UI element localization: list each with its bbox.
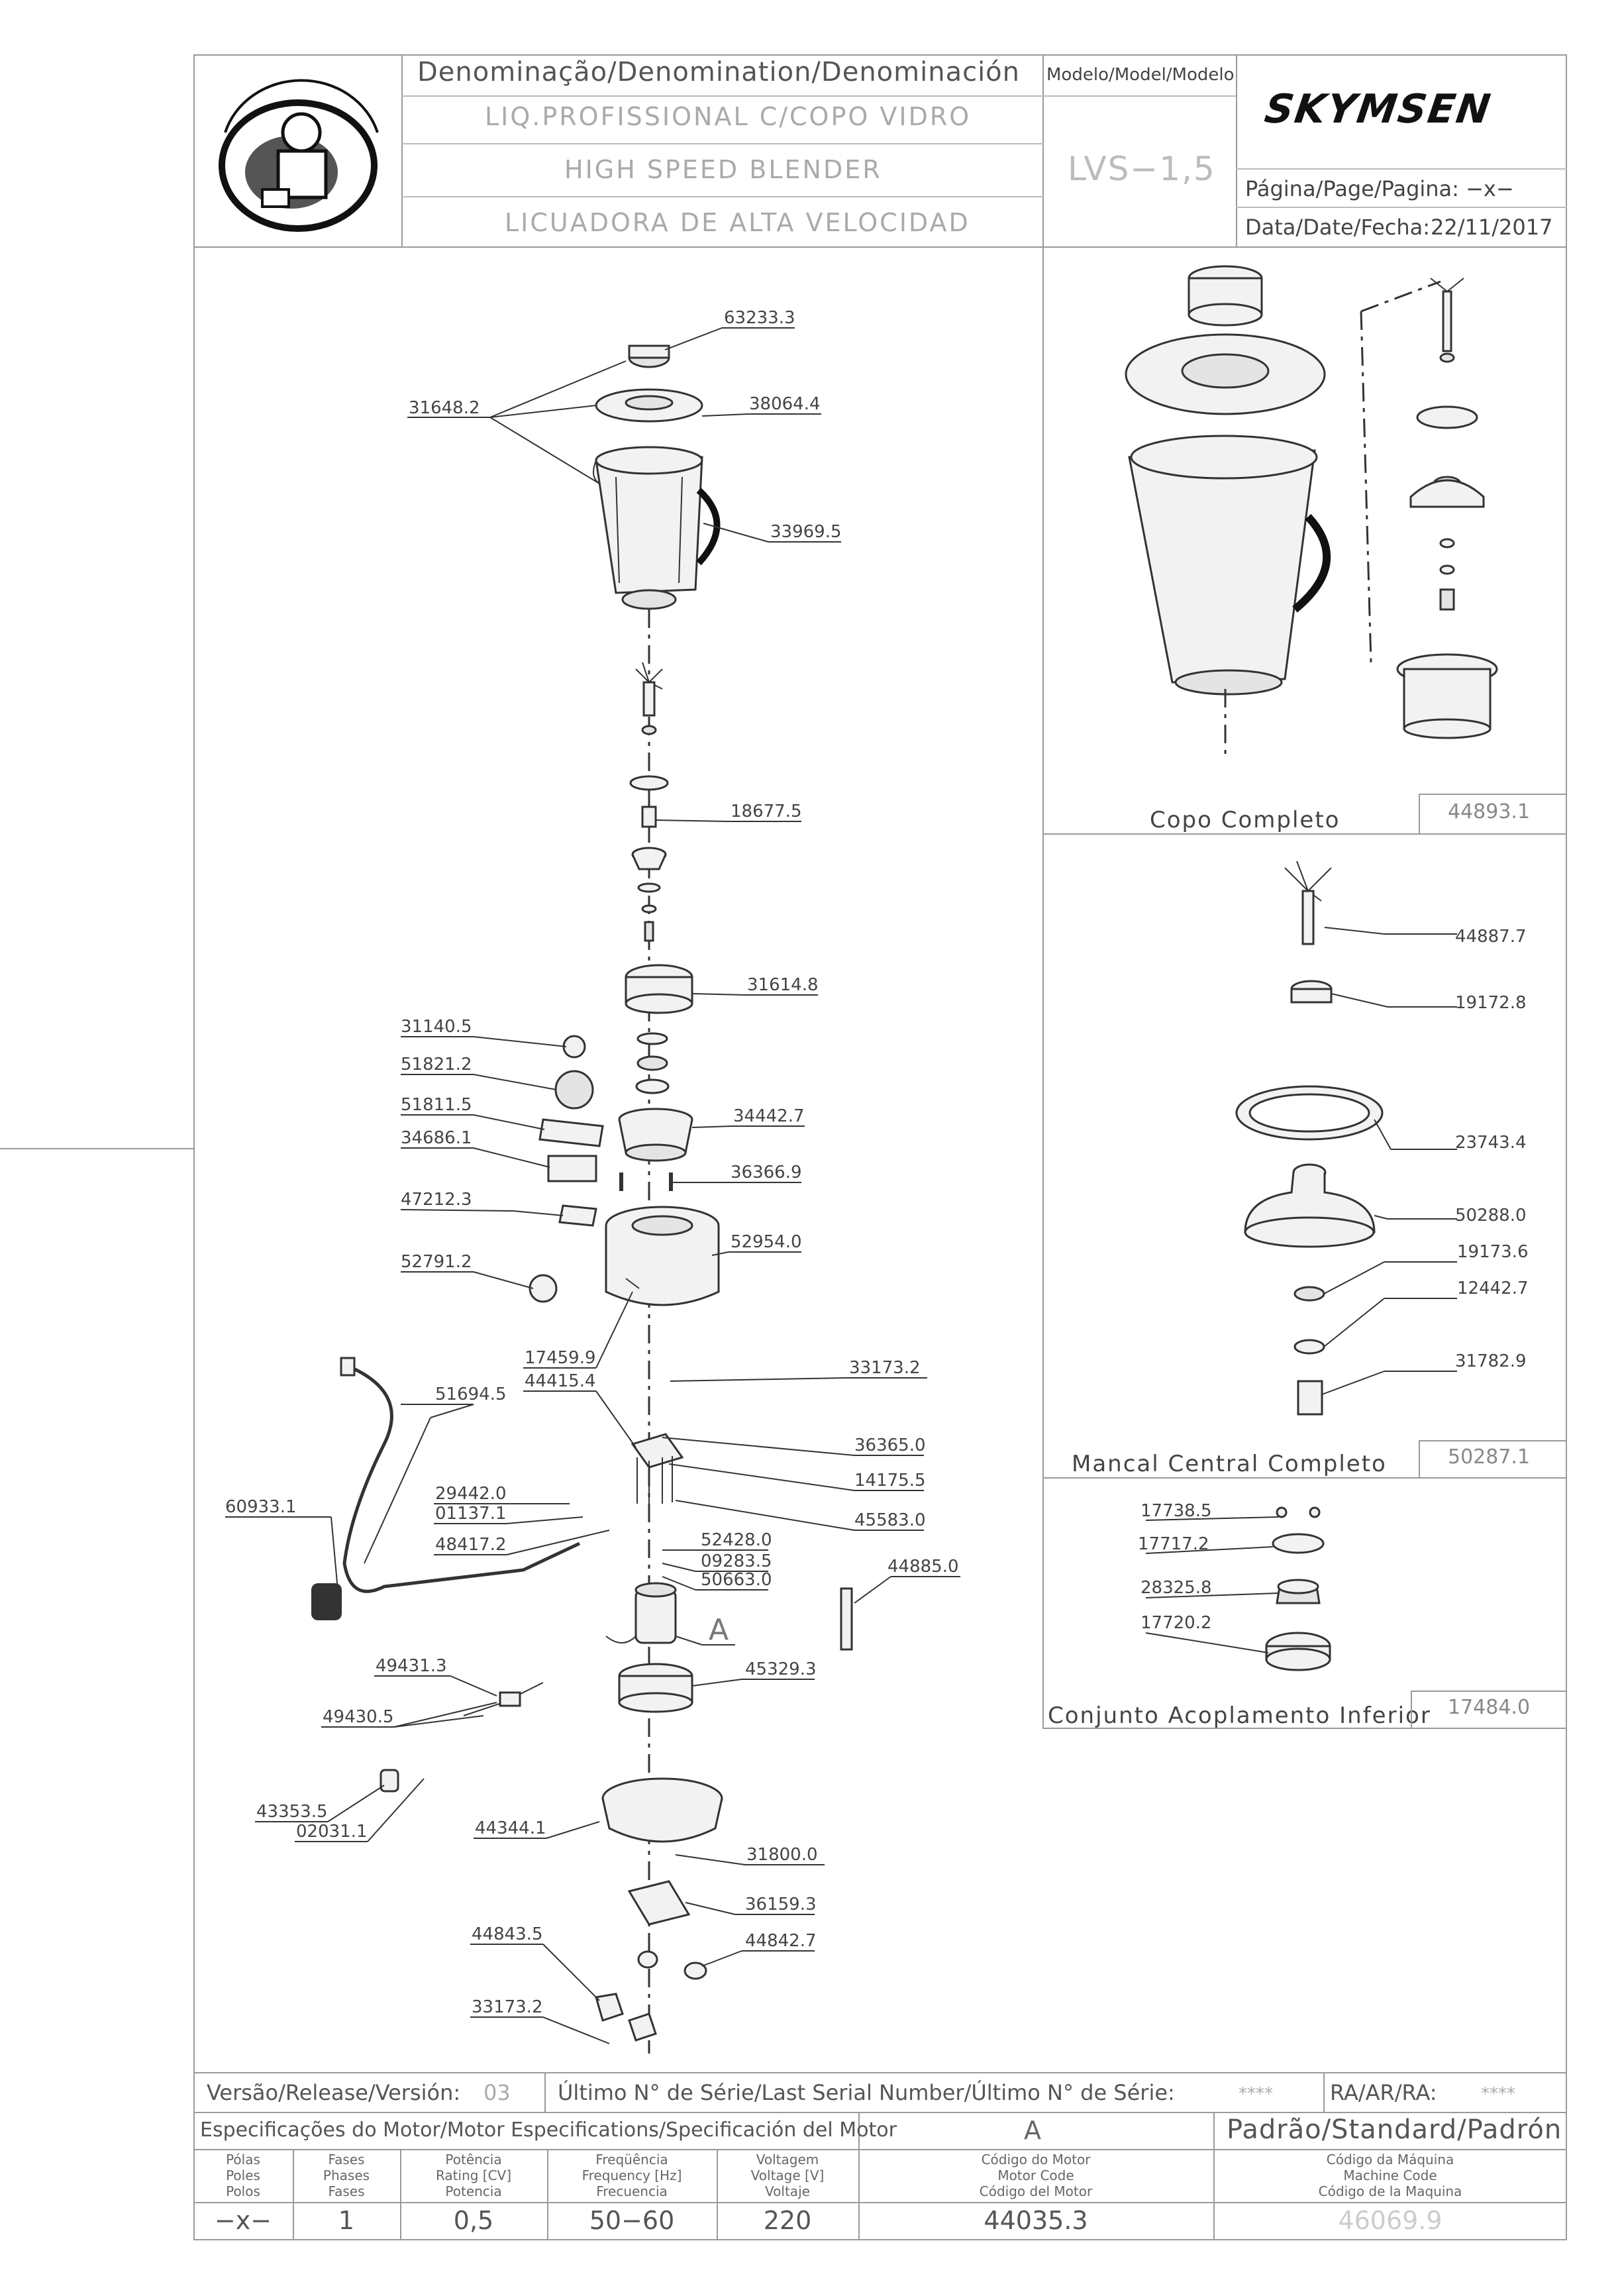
label-31800: 31800.0 xyxy=(746,1845,818,1865)
motor-base-body xyxy=(606,1207,719,1305)
standard-label: Padrão/Standard/Padrón xyxy=(1227,2114,1562,2145)
version-label: Versão/Release/Versión: xyxy=(207,2080,461,2105)
label-36366: 36366.9 xyxy=(731,1163,802,1182)
label-31614: 31614.8 xyxy=(747,975,819,995)
label-44843: 44843.5 xyxy=(472,1924,543,1944)
label-50663: 50663.0 xyxy=(701,1570,772,1590)
main-leader-lines xyxy=(225,328,960,2044)
label-33173-b: 33173.2 xyxy=(472,1997,543,2017)
label-29442: 29442.0 xyxy=(435,1484,507,1504)
motor-coupling-housing xyxy=(619,1109,692,1191)
motor-letter: A xyxy=(1024,2116,1041,2145)
col-motor-code-header: Código do Motor Motor Code Código del Motor xyxy=(979,2152,1093,2199)
model-label: Modelo/Model/Modelo xyxy=(1046,65,1235,85)
serial-value: **** xyxy=(1239,2084,1273,2104)
product-name-pt: LIQ.PROFISSIONAL C/COPO VIDRO xyxy=(485,102,972,131)
label-18677: 18677.5 xyxy=(731,802,802,821)
label-51811: 51811.5 xyxy=(401,1095,472,1115)
label-01137: 01137.1 xyxy=(435,1504,507,1524)
val-motor-code: 44035.3 xyxy=(984,2206,1088,2235)
label-44344: 44344.1 xyxy=(475,1818,546,1838)
label-50288: 50288.0 xyxy=(1455,1206,1527,1226)
label-36365: 36365.0 xyxy=(854,1435,926,1455)
mancal-part-number: 50287.1 xyxy=(1448,1445,1531,1469)
label-47212: 47212.3 xyxy=(401,1190,472,1210)
label-28325: 28325.8 xyxy=(1140,1578,1212,1598)
footer-divider-a xyxy=(544,2072,546,2113)
mancal-title: Mancal Central Completo xyxy=(1072,1451,1387,1477)
assistencia-tecnica-seal xyxy=(222,80,378,229)
acoplamento-part-number: 17484.0 xyxy=(1448,1696,1531,1719)
val-machine-code: 46069.9 xyxy=(1338,2206,1443,2235)
page-label: Página/Page/Pagina: −x− xyxy=(1245,176,1514,201)
brand-logo: SKYMSEN xyxy=(1262,86,1495,132)
serial-label: Último N° de Série/Last Serial Number/Último N° de Série: xyxy=(558,2080,1175,2105)
label-33173-a: 33173.2 xyxy=(849,1358,921,1378)
val-freq: 50−60 xyxy=(589,2206,675,2235)
label-17738: 17738.5 xyxy=(1140,1501,1212,1521)
product-name-en: HIGH SPEED BLENDER xyxy=(564,155,882,184)
label-63233: 63233.3 xyxy=(724,308,795,328)
footer-divider-b xyxy=(1323,2072,1325,2113)
acoplamento-title: Conjunto Acoplamento Inferior xyxy=(1048,1702,1431,1729)
motor-spec-label: Especificações do Motor/Motor Especifications/Specificación del Motor xyxy=(200,2118,897,2142)
label-44887: 44887.7 xyxy=(1455,927,1527,947)
label-23743: 23743.4 xyxy=(1455,1133,1527,1153)
col-poles-header: Pólas Poles Polos xyxy=(226,2152,260,2199)
label-36159: 36159.3 xyxy=(745,1895,817,1914)
label-33969: 33969.5 xyxy=(770,522,842,542)
main-blade-and-bearing xyxy=(626,662,692,1093)
label-34686: 34686.1 xyxy=(401,1128,472,1148)
label-34442: 34442.7 xyxy=(733,1106,805,1126)
date-value: 22/11/2017 xyxy=(1431,215,1553,240)
label-02031: 02031.1 xyxy=(296,1822,368,1842)
copo-completo-drawing xyxy=(1126,266,1497,755)
label-17717: 17717.2 xyxy=(1138,1534,1209,1554)
label-motor-a: A xyxy=(709,1613,729,1647)
label-31648: 31648.2 xyxy=(409,398,480,418)
val-poles: −x− xyxy=(214,2206,272,2235)
date-label: Data/Date/Fecha: xyxy=(1245,215,1431,240)
product-name-es: LICUADORA DE ALTA VELOCIDAD xyxy=(505,208,970,237)
col-rating-header: Potência Rating [CV] Potencia xyxy=(435,2152,512,2199)
col-freq-header: Freqüência Frequency [Hz] Frecuencia xyxy=(582,2152,682,2199)
label-19172: 19172.8 xyxy=(1455,993,1527,1013)
col-voltage-header: Voltagem Voltage [V] Voltaje xyxy=(750,2152,825,2199)
label-17720: 17720.2 xyxy=(1140,1613,1212,1633)
version-value: 03 xyxy=(483,2080,511,2105)
ra-label: RA/AR/RA: xyxy=(1330,2080,1437,2105)
label-17459: 17459.9 xyxy=(525,1348,596,1368)
label-49431: 49431.3 xyxy=(376,1656,447,1676)
label-60933: 60933.1 xyxy=(225,1497,297,1517)
label-38064: 38064.4 xyxy=(749,394,821,414)
label-31782: 31782.9 xyxy=(1455,1351,1527,1371)
bottom-base-and-feet xyxy=(596,1779,722,2040)
label-48417: 48417.2 xyxy=(435,1535,507,1555)
val-rating: 0,5 xyxy=(453,2206,494,2235)
label-45583: 45583.0 xyxy=(854,1510,926,1530)
label-44842: 44842.7 xyxy=(745,1931,817,1951)
ra-value: **** xyxy=(1481,2084,1515,2104)
label-31140: 31140.5 xyxy=(401,1017,472,1037)
label-12442: 12442.7 xyxy=(1457,1278,1529,1298)
label-45329: 45329.3 xyxy=(745,1659,817,1679)
label-44885: 44885.0 xyxy=(887,1557,959,1577)
label-52954: 52954.0 xyxy=(731,1232,802,1252)
label-44415: 44415.4 xyxy=(525,1371,596,1391)
col-phases-header: Fases Phases Fases xyxy=(323,2152,370,2199)
label-51821: 51821.2 xyxy=(401,1055,472,1074)
label-51694: 51694.5 xyxy=(435,1384,507,1404)
label-09283: 09283.5 xyxy=(701,1551,772,1571)
copo-part-number: 44893.1 xyxy=(1448,800,1531,823)
acoplamento-inferior-drawing xyxy=(1138,1501,1330,1670)
label-52428: 52428.0 xyxy=(701,1530,772,1550)
label-52791: 52791.2 xyxy=(401,1252,472,1272)
label-43353: 43353.5 xyxy=(256,1802,328,1822)
model-value: LVS−1,5 xyxy=(1068,150,1216,188)
labels-and-stickers xyxy=(530,1036,603,1302)
col-machine-code-header: Código da Máquina Machine Code Código de la Maquina xyxy=(1318,2152,1462,2199)
mancal-central-drawing xyxy=(1237,861,1529,1414)
label-14175: 14175.5 xyxy=(854,1471,926,1490)
denomination-label: Denominação/Denomination/Denominación xyxy=(417,57,1021,87)
label-19173: 19173.6 xyxy=(1457,1242,1529,1262)
main-jar-assembly xyxy=(593,346,717,609)
val-voltage: 220 xyxy=(763,2206,812,2235)
val-phases: 1 xyxy=(338,2206,355,2235)
copo-completo-title: Copo Completo xyxy=(1150,807,1341,833)
label-49430: 49430.5 xyxy=(323,1707,394,1727)
